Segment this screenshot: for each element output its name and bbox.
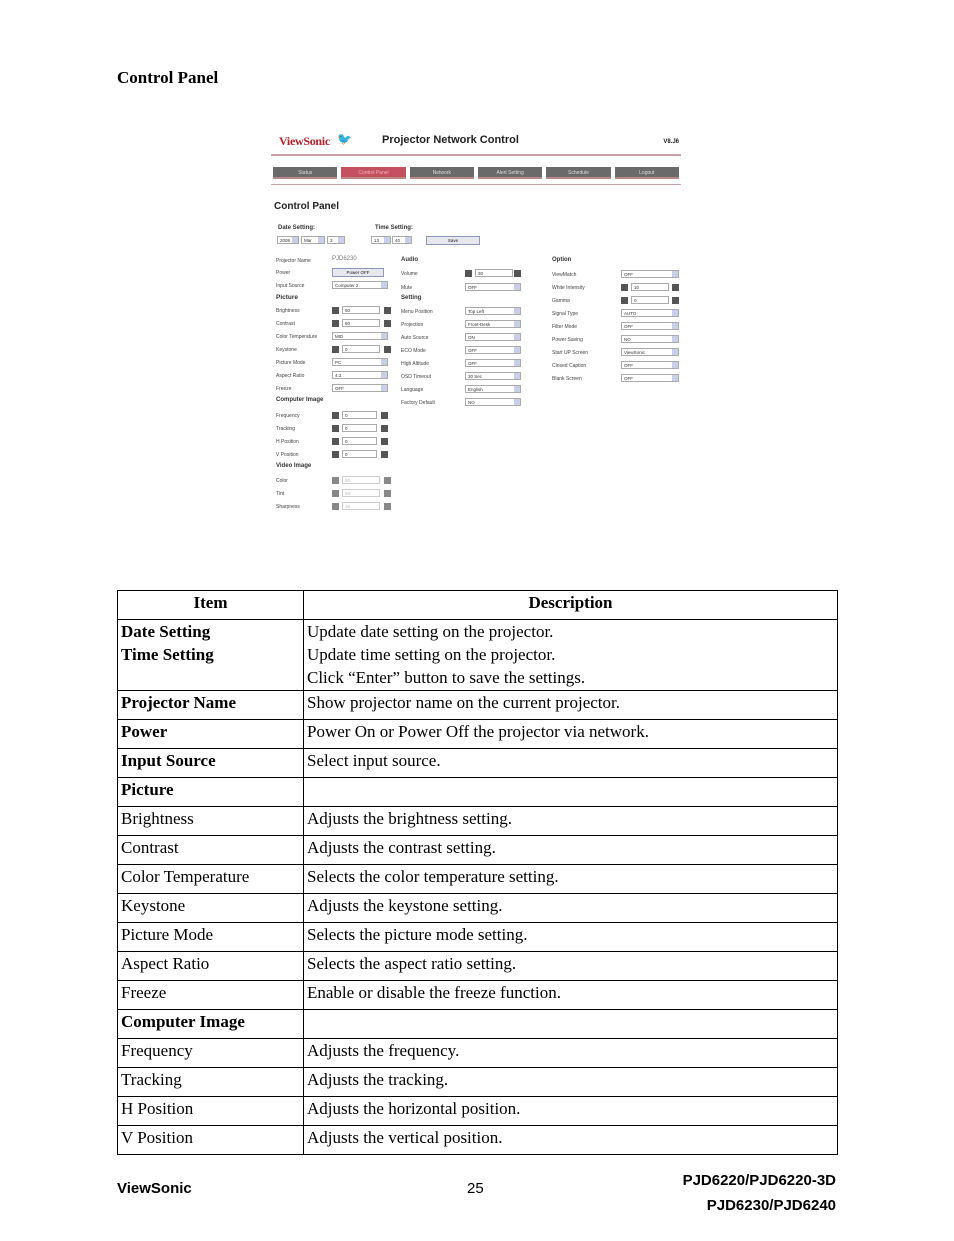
viewmatch-label: ViewMatch bbox=[552, 272, 577, 278]
footer-models bbox=[683, 1168, 836, 1218]
volume-decrease[interactable] bbox=[465, 270, 472, 277]
item-cell: Picture bbox=[118, 778, 304, 807]
table-row bbox=[118, 952, 838, 981]
item-cell: Computer Image bbox=[118, 1010, 304, 1039]
freeze-select[interactable]: OFF bbox=[332, 384, 388, 392]
nav-schedule[interactable]: Schedule bbox=[546, 167, 610, 179]
item-cell: Brightness bbox=[118, 807, 304, 836]
sharpness-decrease[interactable] bbox=[332, 503, 339, 510]
item-cell: Color Temperature bbox=[118, 865, 304, 894]
osd-timeout-label: OSD Timeout bbox=[401, 374, 432, 380]
power-saving-select[interactable]: NO bbox=[621, 335, 679, 343]
item-cell bbox=[118, 620, 304, 691]
contrast-input[interactable]: 50 bbox=[342, 319, 380, 327]
picture-mode-label: Picture Mode bbox=[276, 360, 306, 366]
startup-screen-select[interactable]: ViewSonic bbox=[621, 348, 679, 356]
table-row bbox=[118, 1126, 838, 1155]
item-date-setting: Date Setting bbox=[121, 622, 211, 641]
page-number: 25 bbox=[467, 1180, 484, 1197]
time-minute-select[interactable]: 40 bbox=[392, 236, 412, 244]
nav-control-panel[interactable]: Control Panel bbox=[341, 167, 405, 179]
date-month-select[interactable]: Mar bbox=[301, 236, 325, 244]
gamma-increase[interactable] bbox=[672, 297, 679, 304]
color-input[interactable]: 50 bbox=[342, 476, 380, 484]
osd-timeout-select[interactable]: 30 Sec bbox=[465, 372, 521, 380]
column-header-description: Description bbox=[304, 591, 838, 620]
filter-mode-select[interactable]: OFF bbox=[621, 322, 679, 330]
description-line: Update date setting on the projector. bbox=[307, 622, 554, 641]
item-cell: H Position bbox=[118, 1097, 304, 1126]
h-position-input[interactable]: 0 bbox=[342, 437, 377, 445]
color-label: Color bbox=[276, 478, 288, 484]
column-header-item: Item bbox=[118, 591, 304, 620]
v-position-label: V Position bbox=[276, 452, 299, 458]
version-label: V8.J6 bbox=[663, 139, 679, 145]
item-cell: Tracking bbox=[118, 1068, 304, 1097]
nav-logout[interactable]: Logout bbox=[615, 167, 679, 179]
table-row bbox=[118, 720, 838, 749]
description-cell: Adjusts the frequency. bbox=[304, 1039, 838, 1068]
table-row bbox=[118, 691, 838, 720]
menu-position-select[interactable]: Top Left bbox=[465, 307, 521, 315]
blank-screen-label: Blank Screen bbox=[552, 376, 582, 382]
keystone-decrease[interactable] bbox=[332, 346, 339, 353]
projection-label: Projection bbox=[401, 322, 424, 328]
table-row bbox=[118, 807, 838, 836]
tint-input[interactable]: 50 bbox=[342, 489, 380, 497]
contrast-label: Contrast bbox=[276, 321, 295, 327]
frequency-label: Frequency bbox=[276, 413, 300, 419]
table-row bbox=[118, 1097, 838, 1126]
description-cell: Adjusts the vertical position. bbox=[304, 1126, 838, 1155]
projector-name-label: Projector Name bbox=[276, 258, 311, 264]
frequency-decrease[interactable] bbox=[332, 412, 339, 419]
description-cell: Selects the color temperature setting. bbox=[304, 865, 838, 894]
table-row bbox=[118, 836, 838, 865]
description-cell: Show projector name on the current projector. bbox=[304, 691, 838, 720]
divider bbox=[271, 184, 681, 185]
closed-caption-label: Closed Caption bbox=[552, 363, 587, 369]
description-cell bbox=[304, 620, 838, 691]
language-select[interactable]: English bbox=[465, 385, 521, 393]
item-cell: Frequency bbox=[118, 1039, 304, 1068]
mute-label: Mute bbox=[401, 285, 413, 291]
description-cell: Adjusts the tracking. bbox=[304, 1068, 838, 1097]
date-setting-label: Date Setting: bbox=[278, 225, 316, 231]
tint-decrease[interactable] bbox=[332, 490, 339, 497]
contrast-decrease[interactable] bbox=[332, 320, 339, 327]
table-row bbox=[118, 1039, 838, 1068]
tracking-decrease[interactable] bbox=[332, 425, 339, 432]
power-saving-label: Power Saving bbox=[552, 337, 583, 343]
gamma-decrease[interactable] bbox=[621, 297, 628, 304]
signal-type-label: Signal Type bbox=[552, 311, 579, 317]
white-intensity-input[interactable]: 10 bbox=[631, 283, 669, 291]
keystone-label: Keystone bbox=[276, 347, 297, 353]
mute-select[interactable]: OFF bbox=[465, 283, 521, 291]
table-row bbox=[118, 865, 838, 894]
divider bbox=[271, 154, 681, 156]
description-cell: Selects the aspect ratio setting. bbox=[304, 952, 838, 981]
v-position-input[interactable]: 0 bbox=[342, 450, 377, 458]
nav-bar bbox=[273, 167, 679, 179]
nav-network[interactable]: Network bbox=[410, 167, 474, 179]
network-control-title: Projector Network Control bbox=[382, 134, 519, 146]
nav-status[interactable]: Status bbox=[273, 167, 337, 179]
nav-alert-setting[interactable]: Alert Setting bbox=[478, 167, 542, 179]
language-label: Language bbox=[401, 387, 424, 393]
description-cell: Power On or Power Off the projector via network. bbox=[304, 720, 838, 749]
frequency-input[interactable]: 0 bbox=[342, 411, 377, 419]
video-image-heading: Video Image bbox=[276, 463, 312, 469]
table-row bbox=[118, 923, 838, 952]
freeze-label: Freeze bbox=[276, 386, 292, 392]
description-cell: Adjusts the contrast setting. bbox=[304, 836, 838, 865]
v-position-decrease[interactable] bbox=[332, 451, 339, 458]
table-row bbox=[118, 749, 838, 778]
table-row bbox=[118, 1010, 838, 1039]
control-panel-screenshot bbox=[269, 124, 683, 520]
volume-label: Volume bbox=[401, 271, 418, 277]
setting-heading: Setting bbox=[401, 295, 422, 301]
date-year-select[interactable]: 2008 bbox=[277, 236, 299, 244]
volume-increase[interactable] bbox=[514, 270, 521, 277]
model-line: PJD6230/PJD6240 bbox=[706, 1197, 836, 1214]
white-intensity-label: White Intensity bbox=[552, 285, 585, 291]
brightness-increase[interactable] bbox=[384, 307, 391, 314]
input-source-label: Input Source bbox=[276, 283, 305, 289]
table-header-row bbox=[118, 591, 838, 620]
table-row bbox=[118, 894, 838, 923]
sharpness-increase[interactable] bbox=[384, 503, 391, 510]
eco-mode-select[interactable]: OFF bbox=[465, 346, 521, 354]
h-position-increase[interactable] bbox=[381, 438, 388, 445]
signal-type-select[interactable]: AUTO bbox=[621, 309, 679, 317]
item-time-setting: Time Setting bbox=[121, 645, 214, 664]
sharpness-label: Sharpness bbox=[276, 504, 300, 510]
contrast-increase[interactable] bbox=[384, 320, 391, 327]
description-cell: Selects the picture mode setting. bbox=[304, 923, 838, 952]
v-position-increase[interactable] bbox=[381, 451, 388, 458]
menu-position-label: Menu Position bbox=[401, 309, 433, 315]
model-line: PJD6220/PJD6220-3D bbox=[682, 1172, 836, 1189]
date-day-select[interactable]: 3 bbox=[327, 236, 345, 244]
item-cell: Power bbox=[118, 720, 304, 749]
description-line: Update time setting on the projector. bbox=[307, 645, 556, 664]
aspect-ratio-label: Aspect Ratio bbox=[276, 373, 305, 379]
power-off-button[interactable]: Power OFF bbox=[332, 268, 384, 277]
high-altitude-select[interactable]: OFF bbox=[465, 359, 521, 367]
computer-image-heading: Computer Image bbox=[276, 397, 324, 403]
high-altitude-label: High Altitude bbox=[401, 361, 430, 367]
eco-mode-label: ECO Mode bbox=[401, 348, 426, 354]
table-row bbox=[118, 981, 838, 1010]
projection-select[interactable]: Front-Desk bbox=[465, 320, 521, 328]
color-temperature-label: Color Temperature bbox=[276, 334, 318, 340]
factory-default-select[interactable]: NO bbox=[465, 398, 521, 406]
projector-name-value: PJD6230 bbox=[332, 256, 357, 262]
white-intensity-increase[interactable] bbox=[672, 284, 679, 291]
gamma-input[interactable]: 0 bbox=[631, 296, 669, 304]
color-decrease[interactable] bbox=[332, 477, 339, 484]
tracking-label: Tracking bbox=[276, 426, 295, 432]
frequency-increase[interactable] bbox=[381, 412, 388, 419]
h-position-label: H Position bbox=[276, 439, 299, 445]
color-temperature-select[interactable]: MID bbox=[332, 332, 388, 340]
tint-increase[interactable] bbox=[384, 490, 391, 497]
footer-brand: ViewSonic bbox=[117, 1180, 192, 1197]
option-heading: Option bbox=[552, 257, 572, 263]
table-row bbox=[118, 1068, 838, 1097]
item-cell: Input Source bbox=[118, 749, 304, 778]
page-heading: Control Panel bbox=[117, 68, 219, 87]
time-hour-select[interactable]: 13 bbox=[371, 236, 391, 244]
volume-input[interactable]: 30 bbox=[475, 269, 513, 277]
birds-logo-icon: 🐦 bbox=[337, 132, 352, 146]
auto-source-select[interactable]: ON bbox=[465, 333, 521, 341]
power-label: Power bbox=[276, 270, 291, 276]
factory-default-label: Factory Default bbox=[401, 400, 435, 406]
auto-source-label: Auto Source bbox=[401, 335, 429, 341]
viewsonic-logo: ViewSonic bbox=[279, 134, 330, 148]
tint-label: Tint bbox=[276, 491, 285, 497]
description-cell: Adjusts the horizontal position. bbox=[304, 1097, 838, 1126]
keystone-input[interactable]: 0 bbox=[342, 345, 380, 353]
item-cell: Keystone bbox=[118, 894, 304, 923]
description-cell: Adjusts the brightness setting. bbox=[304, 807, 838, 836]
description-cell bbox=[304, 1010, 838, 1039]
description-cell: Select input source. bbox=[304, 749, 838, 778]
startup-screen-label: Start UP Screen bbox=[552, 350, 589, 356]
table-row bbox=[118, 620, 838, 691]
item-cell: Contrast bbox=[118, 836, 304, 865]
description-cell bbox=[304, 778, 838, 807]
item-cell: Picture Mode bbox=[118, 923, 304, 952]
filter-mode-label: Filter Mode bbox=[552, 324, 578, 330]
gamma-label: Gamma bbox=[552, 298, 570, 304]
tracking-input[interactable]: 0 bbox=[342, 424, 377, 432]
brightness-decrease[interactable] bbox=[332, 307, 339, 314]
description-cell: Enable or disable the freeze function. bbox=[304, 981, 838, 1010]
picture-heading: Picture bbox=[276, 294, 299, 301]
sharpness-input[interactable]: 15 bbox=[342, 502, 380, 510]
brightness-input[interactable]: 50 bbox=[342, 306, 380, 314]
item-description-table bbox=[117, 590, 838, 1155]
keystone-increase[interactable] bbox=[384, 346, 391, 353]
color-increase[interactable] bbox=[384, 477, 391, 484]
item-cell: Projector Name bbox=[118, 691, 304, 720]
white-intensity-decrease[interactable] bbox=[621, 284, 628, 291]
input-source-select[interactable]: Computer 2 bbox=[332, 281, 388, 289]
description-cell: Adjusts the keystone setting. bbox=[304, 894, 838, 923]
item-cell: V Position bbox=[118, 1126, 304, 1155]
blank-screen-select[interactable]: OFF bbox=[621, 374, 679, 382]
table-row bbox=[118, 778, 838, 807]
item-cell: Aspect Ratio bbox=[118, 952, 304, 981]
audio-heading: Audio bbox=[401, 257, 418, 263]
description-line: Click “Enter” button to save the settings. bbox=[307, 668, 586, 687]
h-position-decrease[interactable] bbox=[332, 438, 339, 445]
item-cell: Freeze bbox=[118, 981, 304, 1010]
tracking-increase[interactable] bbox=[381, 425, 388, 432]
viewmatch-select[interactable]: OFF bbox=[621, 270, 679, 278]
time-setting-label: Time Setting: bbox=[375, 225, 413, 231]
panel-title: Control Panel bbox=[274, 201, 340, 212]
save-button[interactable]: Save bbox=[426, 236, 480, 245]
picture-mode-select[interactable]: PC bbox=[332, 358, 388, 366]
aspect-ratio-select[interactable]: 4:3 bbox=[332, 371, 388, 379]
brightness-label: Brightness bbox=[276, 308, 300, 314]
closed-caption-select[interactable]: OFF bbox=[621, 361, 679, 369]
